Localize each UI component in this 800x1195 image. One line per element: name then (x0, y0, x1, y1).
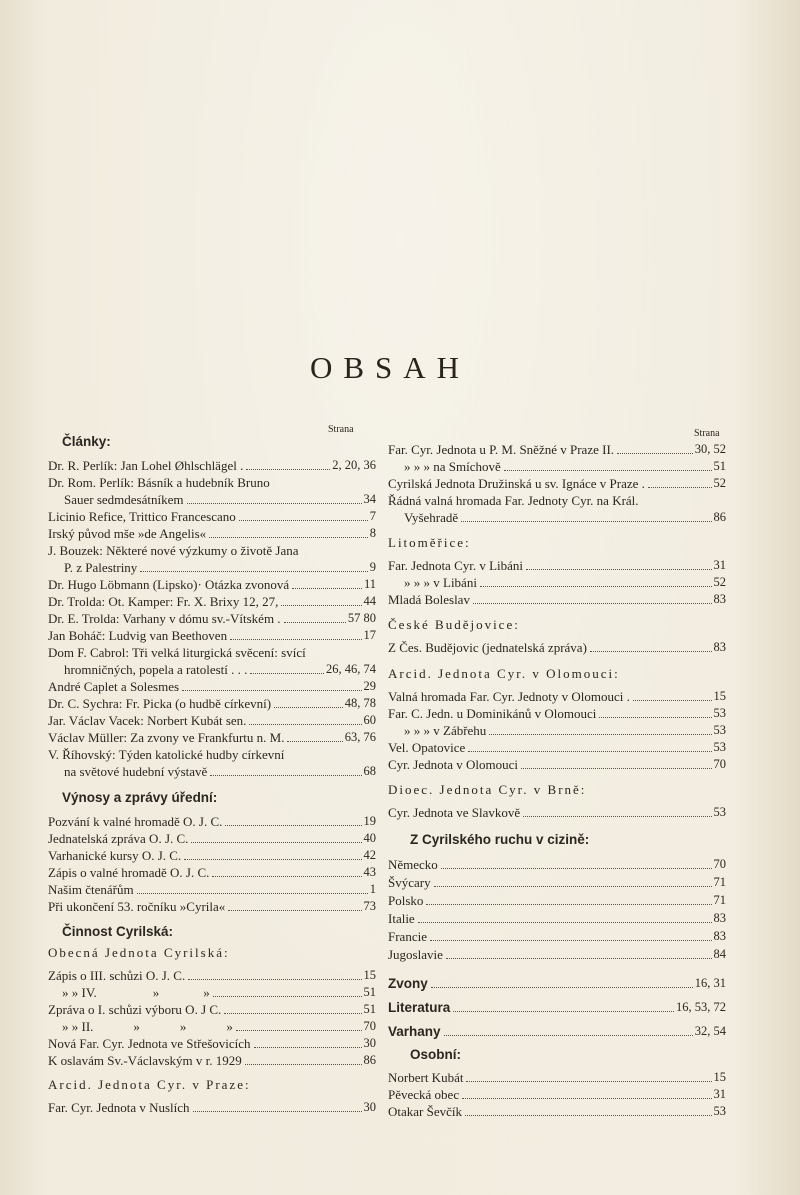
toc-entry-major: Zvony 16, 31 (388, 976, 726, 991)
toc-entry: Licinio Refice, Trittico Francescano 7 (48, 509, 376, 524)
toc-entry: Jednatelská zpráva O. J. C. 40 (48, 831, 376, 846)
toc-entry: » » II. » » » 70 (62, 1019, 376, 1034)
toc-entry: Zápis o valné hromadě O. J. C. 43 (48, 865, 376, 880)
toc-entry: na světové hudební výstavě 68 (64, 764, 376, 779)
toc-entry: V. Říhovský: Týden katolické hudby církevní (48, 747, 285, 762)
subsection-heading-litomerice: Litoměřice: (388, 535, 471, 550)
toc-entry: Francie 83 (388, 929, 726, 944)
toc-entry: » » » v Libáni 52 (404, 575, 726, 590)
toc-entry: Dom F. Cabrol: Tři velká liturgická svěcení: svící (48, 645, 306, 660)
toc-entry: Far. Jednota Cyr. v Libáni 31 (388, 558, 726, 573)
toc-entry: Cyr. Jednota ve Slavkově 53 (388, 805, 726, 820)
toc-entry: Dr. Rom. Perlík: Básník a hudebník Bruno (48, 475, 270, 490)
toc-entry: Pěvecká obec 31 (388, 1087, 726, 1102)
toc-entry: P. z Palestriny 9 (64, 560, 376, 575)
page-column-label: Strana (328, 424, 354, 435)
toc-entry: J. Bouzek: Některé nové výzkumy o životě Jana (48, 543, 299, 558)
subsection-heading-praha: Arcid. Jednota Cyr. v Praze: (48, 1077, 251, 1092)
toc-entry: Při ukončení 53. ročníku »Cyrila« 73 (48, 899, 376, 914)
page-column-label: Strana (694, 428, 720, 439)
toc-entry: Cyrilská Jednota Družinská u sv. Ignáce v Praze . 52 (388, 476, 726, 491)
toc-entry: Valná hromada Far. Cyr. Jednoty v Olomouci . 15 (388, 689, 726, 704)
toc-entry: Z Čes. Budějovic (jednatelská zpráva) 83 (388, 640, 726, 655)
toc-entry: Nová Far. Cyr. Jednota ve Střešovicích 30 (48, 1036, 376, 1051)
toc-entry: Polsko 71 (388, 893, 726, 908)
toc-entry: André Caplet a Solesmes 29 (48, 679, 376, 694)
section-heading-clanky: Články: (62, 434, 111, 449)
section-heading-osobni: Osobní: (410, 1047, 461, 1062)
toc-entry-major: Literatura 16, 53, 72 (388, 1000, 726, 1015)
toc-entry: Varhanické kursy O. J. C. 42 (48, 848, 376, 863)
toc-entry: K oslavám Sv.-Václavským v r. 1929 86 (48, 1053, 376, 1068)
toc-entry: » » » na Smíchově 51 (404, 459, 726, 474)
toc-entry-major: Varhany 32, 54 (388, 1024, 726, 1039)
toc-entry: Dr. Hugo Löbmann (Lipsko)· Otázka zvonová 11 (48, 577, 376, 592)
subsection-heading-olomouc: Arcid. Jednota Cyr. v Olomouci: (388, 666, 620, 681)
toc-entry: Jugoslavie 84 (388, 947, 726, 962)
toc-entry: Václav Müller: Za zvony ve Frankfurtu n. M. 63, 76 (48, 730, 376, 745)
toc-entry: Sauer sedmdesátníkem 34 (64, 492, 376, 507)
toc-entry: Vel. Opatovice 53 (388, 740, 726, 755)
toc-entry: Dr. E. Trolda: Varhany v dómu sv.-Vítském . 57 80 (48, 611, 376, 626)
section-heading-cinnost: Činnost Cyrilská: (62, 924, 174, 939)
toc-entry: Norbert Kubát 15 (388, 1070, 726, 1085)
toc-entry: Italie 83 (388, 911, 726, 926)
subsection-heading-budejovice: České Budějovice: (388, 617, 520, 632)
toc-entry: Švýcary 71 (388, 875, 726, 890)
toc-entry: Pozvání k valné hromadě O. J. C. 19 (48, 814, 376, 829)
toc-entry: Far. Cyr. Jednota v Nuslích 30 (48, 1100, 376, 1115)
toc-entry: Zpráva o I. schůzi výboru O. J C. 51 (48, 1002, 376, 1017)
toc-entry: Zápis o III. schůzi O. J. C. 15 (48, 968, 376, 983)
section-heading-vynosy: Výnosy a zprávy úřední: (62, 790, 218, 805)
subsection-heading-brno: Dioec. Jednota Cyr. v Brně: (388, 782, 587, 797)
page-title: OBSAH (309, 350, 471, 385)
toc-entry: Jan Boháč: Ludvig van Beethoven 17 (48, 628, 376, 643)
toc-entry: Jar. Václav Vacek: Norbert Kubát sen. 60 (48, 713, 376, 728)
toc-entry: Dr. R. Perlík: Jan Lohel Øhlschlägel . 2, 20, 36 (48, 458, 376, 473)
toc-entry: » » IV. » » 51 (62, 985, 376, 1000)
toc-entry: Mladá Boleslav 83 (388, 592, 726, 607)
toc-entry: hromničných, popela a ratolestí . . . 26, 46, 74 (64, 662, 376, 677)
toc-entry: Vyšehradě 86 (404, 510, 726, 525)
toc-entry: Far. Cyr. Jednota u P. M. Sněžné v Praze II. 30, 52 (388, 442, 726, 457)
toc-entry: » » » v Zábřehu 53 (404, 723, 726, 738)
section-heading-cizina: Z Cyrilského ruchu v cizině: (410, 832, 590, 847)
toc-entry: Far. C. Jedn. u Dominikánů v Olomouci 53 (388, 706, 726, 721)
toc-entry: Otakar Ševčík 53 (388, 1104, 726, 1119)
toc-entry: Našim čtenářům 1 (48, 882, 376, 897)
toc-entry: Dr. C. Sychra: Fr. Picka (o hudbě církevní) 48, 78 (48, 696, 376, 711)
toc-entry: Dr. Trolda: Ot. Kamper: Fr. X. Brixy 12, 27, 44 (48, 594, 376, 609)
subsection-heading-obecna: Obecná Jednota Cyrilská: (48, 945, 230, 960)
toc-entry: Řádná valná hromada Far. Jednoty Cyr. na Král. (388, 493, 639, 508)
toc-entry: Německo 70 (388, 857, 726, 872)
toc-entry: Irský původ mše »de Angelis« 8 (48, 526, 376, 541)
toc-entry: Cyr. Jednota v Olomouci 70 (388, 757, 726, 772)
